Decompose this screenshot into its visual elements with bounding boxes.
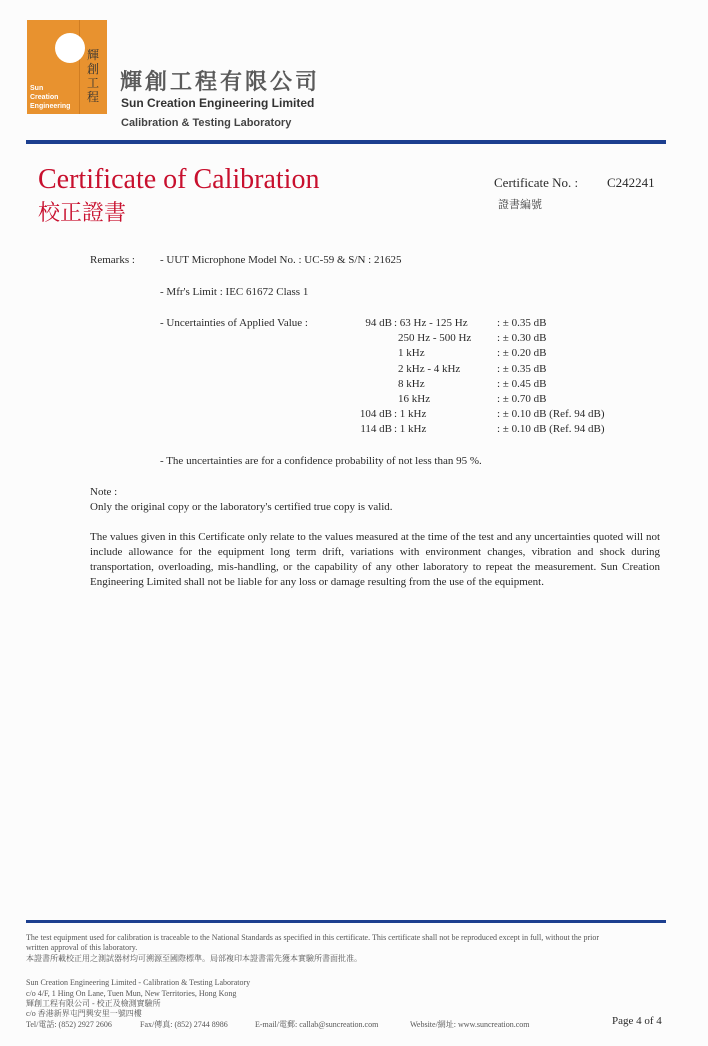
limit-line: - Mfr's Limit : IEC 61672 Class 1 [160, 286, 309, 298]
footer-divider [26, 920, 666, 923]
logo-text-en: Sun Creation Engineering [30, 85, 71, 110]
certificate-no-label-cn: 證書編號 [498, 198, 542, 211]
footer-address-2: c/o 4/F, 1 Hing On Lane, Tuen Mun, New Territories, Hong Kong [26, 989, 237, 998]
footer-traceability-cn: 本證書所載校正用之測試器材均可溯源至國際標準。局部複印本證書需先獲本實驗所書面批准。 [26, 954, 362, 963]
note-label: Note : [90, 486, 118, 498]
footer-address-3: 輝創工程有限公司 - 校正及檢測實驗所 [26, 999, 161, 1008]
footer-email: E-mail/電郵: callab@suncreation.com [255, 1020, 379, 1029]
company-name-en: Sun Creation Engineering Limited [121, 96, 315, 110]
footer-tel: Tel/電話: (852) 2927 2606 [26, 1020, 112, 1029]
remarks-label: Remarks : [90, 254, 135, 266]
lab-name: Calibration & Testing Laboratory [121, 117, 292, 129]
confidence-line: - The uncertainties are for a confidence probability of not less than 95 %. [160, 455, 482, 467]
logo-text-cn: 輝 創 工 程 [86, 48, 99, 104]
footer-traceability: The test equipment used for calibration is traceable to the National Standards as specified in this certificate. This certificate shall not be reproduced except in full, without the prior [26, 933, 599, 942]
footer-address-1: Sun Creation Engineering Limited - Calibration & Testing Laboratory [26, 978, 251, 987]
note-line: Only the original copy or the laboratory's certified true copy is valid. [90, 501, 393, 513]
footer-website: Website/網址: www.suncreation.com [410, 1020, 530, 1029]
certificate-no: C242241 [607, 175, 655, 190]
uncertainty-label: - Uncertainties of Applied Value : [160, 317, 308, 329]
certificate-no-label: Certificate No. : [494, 175, 579, 190]
footer-address-4: c/o 香港新界屯門興安里一號四樓 [26, 1009, 142, 1018]
certificate-title: Certificate of Calibration [38, 164, 320, 195]
disclaimer-paragraph: The values given in this Certificate only relate to the values measured at the time of the test and any uncertainties quoted will not include allowance for the equipment long term drift, variations with environment changes, vibration and shock during transportation, overloading, mis-handling, or the capability of any other laboratory to repeat the measurement. Sun Creation Engineering Limited shall not be liable for any loss or damage resulting from the use of the equipment. [90, 531, 660, 588]
company-name-cn: 輝創工程有限公司 [120, 70, 321, 95]
footer-fax: Fax/傳真: (852) 2744 8986 [140, 1020, 228, 1029]
logo-sun-icon [55, 33, 85, 63]
certificate-title-cn: 校正證書 [38, 201, 127, 226]
header-divider [26, 140, 666, 144]
footer-approval: written approval of this laboratory. [26, 943, 138, 952]
page-number: Page 4 of 4 [612, 1015, 662, 1027]
uut-line: - UUT Microphone Model No. : UC-59 & S/N : 21625 [160, 254, 402, 266]
